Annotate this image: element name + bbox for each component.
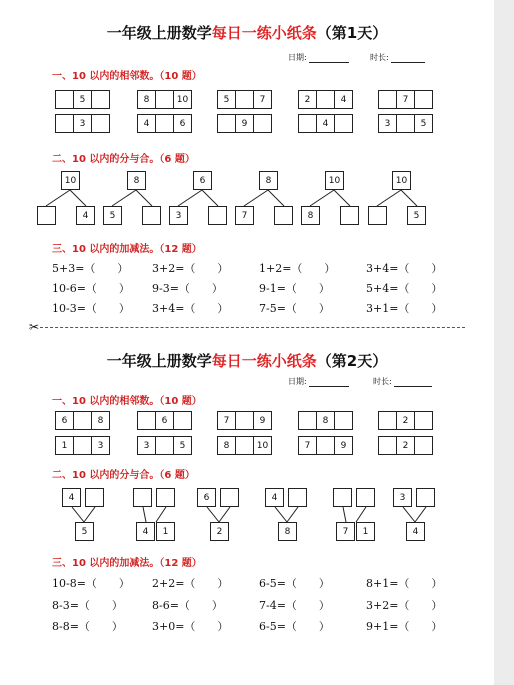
connector-line bbox=[156, 507, 166, 522]
connector-line bbox=[403, 507, 415, 522]
adjacent-cell: 7 bbox=[253, 90, 272, 109]
adjacent-cell[interactable] bbox=[378, 90, 397, 109]
adjacent-cell[interactable] bbox=[298, 114, 317, 133]
adjacent-cell: 10 bbox=[253, 436, 272, 455]
connector-line bbox=[178, 190, 202, 206]
connector-line bbox=[244, 190, 268, 206]
adjacent-cell: 5 bbox=[173, 436, 192, 455]
sheet1-time-field: 时长: bbox=[370, 52, 425, 63]
split-right-box[interactable] bbox=[142, 206, 161, 225]
equation-item[interactable]: 10-8=（ ） bbox=[52, 577, 130, 590]
adjacent-number-group bbox=[378, 411, 433, 430]
adjacent-cell[interactable] bbox=[316, 90, 335, 109]
equation-item[interactable]: 3+4=（ ） bbox=[152, 302, 229, 315]
split-right-box[interactable] bbox=[208, 206, 227, 225]
connector-line bbox=[84, 507, 95, 522]
adjacent-cell[interactable] bbox=[73, 411, 92, 430]
adjacent-number-group bbox=[137, 114, 192, 133]
adjacent-cell[interactable] bbox=[316, 436, 335, 455]
scissors-icon: ✂ bbox=[29, 320, 40, 334]
equation-item[interactable]: 3+2=（ ） bbox=[366, 599, 443, 612]
merge-left-box: 6 bbox=[197, 488, 216, 507]
merge-right-box[interactable] bbox=[416, 488, 435, 507]
merge-total-box: 4 bbox=[406, 522, 425, 541]
adjacent-cell[interactable] bbox=[334, 411, 353, 430]
sheet2-title: 一年级上册数学每日一练小纸条（第2天） bbox=[106, 352, 388, 370]
split-left-box: 8 bbox=[301, 206, 320, 225]
adjacent-cell[interactable] bbox=[73, 436, 92, 455]
adjacent-cell[interactable] bbox=[91, 114, 110, 133]
merge-right-box[interactable] bbox=[85, 488, 104, 507]
adjacent-cell: 4 bbox=[137, 114, 156, 133]
connector-line bbox=[72, 507, 84, 522]
adjacent-cell: 9 bbox=[235, 114, 254, 133]
connector-line bbox=[219, 507, 230, 522]
split-total-box: 10 bbox=[392, 171, 411, 190]
adjacent-cell[interactable] bbox=[155, 436, 174, 455]
adjacent-cell: 3 bbox=[73, 114, 92, 133]
adjacent-number-group bbox=[217, 411, 272, 430]
split-left-box[interactable] bbox=[37, 206, 56, 225]
merge-right-box[interactable] bbox=[156, 488, 175, 507]
split-left-box: 5 bbox=[103, 206, 122, 225]
connector-line bbox=[70, 190, 86, 206]
merge-right-box[interactable] bbox=[356, 488, 375, 507]
adjacent-cell: 5 bbox=[414, 114, 433, 133]
adjacent-cell: 2 bbox=[396, 436, 415, 455]
equation-item[interactable]: 8-3=（ ） bbox=[52, 599, 123, 612]
adjacent-number-group bbox=[298, 114, 353, 133]
adjacent-cell[interactable] bbox=[396, 114, 415, 133]
split-right-box[interactable] bbox=[274, 206, 293, 225]
equation-item[interactable]: 7-5=（ ） bbox=[259, 302, 330, 315]
connector-line bbox=[334, 190, 350, 206]
adjacent-cell[interactable] bbox=[235, 436, 254, 455]
adjacent-cell[interactable] bbox=[173, 411, 192, 430]
adjacent-number-group bbox=[55, 436, 110, 455]
connector-line bbox=[356, 507, 366, 522]
adjacent-cell: 8 bbox=[91, 411, 110, 430]
adjacent-cell[interactable] bbox=[235, 411, 254, 430]
adjacent-cell: 3 bbox=[378, 114, 397, 133]
split-total-box: 8 bbox=[127, 171, 146, 190]
connector-line bbox=[401, 190, 417, 206]
merge-left-box: 4 bbox=[62, 488, 81, 507]
adjacent-number-group bbox=[55, 114, 110, 133]
adjacent-cell: 5 bbox=[217, 90, 236, 109]
equation-item[interactable]: 5+4=（ ） bbox=[366, 282, 443, 295]
adjacent-cell: 4 bbox=[334, 90, 353, 109]
merge-total-box: 7 bbox=[336, 522, 355, 541]
merge-left-box: 3 bbox=[393, 488, 412, 507]
adjacent-cell[interactable] bbox=[378, 436, 397, 455]
adjacent-cell: 3 bbox=[137, 436, 156, 455]
split-total-box: 6 bbox=[193, 171, 212, 190]
adjacent-cell: 9 bbox=[334, 436, 353, 455]
connector-line bbox=[377, 190, 401, 206]
sheet2-date-field: 日期: bbox=[288, 376, 349, 387]
merge-left-box[interactable] bbox=[333, 488, 352, 507]
adjacent-cell[interactable] bbox=[298, 411, 317, 430]
adjacent-cell[interactable] bbox=[378, 411, 397, 430]
adjacent-cell: 6 bbox=[155, 411, 174, 430]
sheet2-section3-heading: 三、10 以内的加减法。（12 题） bbox=[52, 558, 202, 569]
split-left-box[interactable] bbox=[368, 206, 387, 225]
equation-item[interactable]: 9-1=（ ） bbox=[259, 282, 330, 295]
adjacent-cell: 7 bbox=[298, 436, 317, 455]
equation-item[interactable]: 1+2=（ ） bbox=[259, 262, 336, 275]
equation-item[interactable]: 10-6=（ ） bbox=[52, 282, 130, 295]
connector-line bbox=[112, 190, 136, 206]
equation-item[interactable]: 10-3=（ ） bbox=[52, 302, 130, 315]
equation-item[interactable]: 9-3=（ ） bbox=[152, 282, 223, 295]
equation-item[interactable]: 2+2=（ ） bbox=[152, 577, 229, 590]
connector-line bbox=[310, 190, 334, 206]
adjacent-cell[interactable] bbox=[155, 90, 174, 109]
split-total-box: 8 bbox=[259, 171, 278, 190]
merge-extra-box: 1 bbox=[356, 522, 375, 541]
merge-extra-box: 1 bbox=[156, 522, 175, 541]
connector-line bbox=[287, 507, 298, 522]
adjacent-cell: 1 bbox=[55, 436, 74, 455]
adjacent-cell: 2 bbox=[396, 411, 415, 430]
equation-item[interactable]: 3+1=（ ） bbox=[366, 302, 443, 315]
equation-item[interactable]: 3+0=（ ） bbox=[152, 620, 229, 633]
merge-total-box: 4 bbox=[136, 522, 155, 541]
sheet1-section1-heading: 一、10 以内的相邻数。（10 题） bbox=[52, 71, 202, 82]
adjacent-number-group bbox=[298, 90, 353, 109]
adjacent-number-group bbox=[217, 436, 272, 455]
equation-item[interactable]: 9+1=（ ） bbox=[366, 620, 443, 633]
adjacent-number-group bbox=[298, 436, 353, 455]
equation-item[interactable]: 6-5=（ ） bbox=[259, 620, 330, 633]
adjacent-cell[interactable] bbox=[334, 114, 353, 133]
equation-item[interactable]: 6-5=（ ） bbox=[259, 577, 330, 590]
adjacent-cell: 10 bbox=[173, 90, 192, 109]
sheet2-section1-heading: 一、10 以内的相邻数。（10 题） bbox=[52, 396, 202, 407]
adjacent-cell[interactable] bbox=[414, 90, 433, 109]
merge-total-box: 5 bbox=[75, 522, 94, 541]
connector-line bbox=[207, 507, 219, 522]
merge-total-box: 8 bbox=[278, 522, 297, 541]
equation-item[interactable]: 8-8=（ ） bbox=[52, 620, 123, 633]
adjacent-cell[interactable] bbox=[235, 90, 254, 109]
adjacent-number-group bbox=[217, 90, 272, 109]
adjacent-cell[interactable] bbox=[91, 90, 110, 109]
adjacent-cell[interactable] bbox=[253, 114, 272, 133]
connector-line bbox=[143, 507, 146, 522]
sheet1-section2-heading: 二、10 以内的分与合。（6 题） bbox=[52, 154, 195, 165]
split-total-box: 10 bbox=[61, 171, 80, 190]
sheet2-section2-heading: 二、10 以内的分与合。（6 题） bbox=[52, 470, 195, 481]
adjacent-cell[interactable] bbox=[414, 411, 433, 430]
sheet1-date-field: 日期: bbox=[288, 52, 349, 63]
sheet1-title: 一年级上册数学每日一练小纸条（第1天） bbox=[106, 24, 388, 42]
adjacent-number-group bbox=[298, 411, 353, 430]
adjacent-cell: 8 bbox=[316, 411, 335, 430]
adjacent-number-group bbox=[137, 411, 192, 430]
adjacent-cell[interactable] bbox=[414, 436, 433, 455]
connector-line bbox=[343, 507, 346, 522]
equation-item[interactable]: 8-6=（ ） bbox=[152, 599, 223, 612]
adjacent-number-group bbox=[378, 114, 433, 133]
adjacent-number-group bbox=[137, 90, 192, 109]
adjacent-cell[interactable] bbox=[155, 114, 174, 133]
connector-line bbox=[415, 507, 426, 522]
merge-total-box: 2 bbox=[210, 522, 229, 541]
equation-item[interactable]: 8+1=（ ） bbox=[366, 577, 443, 590]
equation-item[interactable]: 7-4=（ ） bbox=[259, 599, 330, 612]
adjacent-cell: 3 bbox=[91, 436, 110, 455]
split-right-box: 4 bbox=[76, 206, 95, 225]
adjacent-number-group bbox=[217, 114, 272, 133]
connector-line bbox=[202, 190, 218, 206]
merge-left-box: 4 bbox=[265, 488, 284, 507]
equation-item[interactable]: 3+2=（ ） bbox=[152, 262, 229, 275]
adjacent-cell: 6 bbox=[173, 114, 192, 133]
adjacent-cell: 8 bbox=[137, 90, 156, 109]
adjacent-cell: 9 bbox=[253, 411, 272, 430]
adjacent-cell: 5 bbox=[73, 90, 92, 109]
adjacent-cell[interactable] bbox=[217, 114, 236, 133]
adjacent-cell: 7 bbox=[217, 411, 236, 430]
equation-item[interactable]: 5+3=（ ） bbox=[52, 262, 129, 275]
adjacent-cell[interactable] bbox=[55, 90, 74, 109]
split-total-box: 10 bbox=[325, 171, 344, 190]
sheet2-time-field: 时长: bbox=[373, 376, 432, 387]
sheet1-section3-heading: 三、10 以内的加减法。（12 题） bbox=[52, 244, 202, 255]
split-left-box: 3 bbox=[169, 206, 188, 225]
adjacent-number-group bbox=[378, 90, 433, 109]
merge-right-box[interactable] bbox=[288, 488, 307, 507]
adjacent-cell: 7 bbox=[396, 90, 415, 109]
adjacent-cell[interactable] bbox=[137, 411, 156, 430]
adjacent-number-group bbox=[137, 436, 192, 455]
connector-line bbox=[136, 190, 152, 206]
adjacent-cell: 8 bbox=[217, 436, 236, 455]
adjacent-cell: 4 bbox=[316, 114, 335, 133]
adjacent-number-group bbox=[55, 411, 110, 430]
split-right-box: 5 bbox=[407, 206, 426, 225]
equation-item[interactable]: 3+4=（ ） bbox=[366, 262, 443, 275]
adjacent-cell: 2 bbox=[298, 90, 317, 109]
connector-line bbox=[275, 507, 287, 522]
connector-line bbox=[268, 190, 284, 206]
merge-left-box[interactable] bbox=[133, 488, 152, 507]
adjacent-number-group bbox=[55, 90, 110, 109]
adjacent-cell: 6 bbox=[55, 411, 74, 430]
connector-line bbox=[46, 190, 70, 206]
split-left-box: 7 bbox=[235, 206, 254, 225]
merge-right-box[interactable] bbox=[220, 488, 239, 507]
adjacent-number-group bbox=[378, 436, 433, 455]
split-right-box[interactable] bbox=[340, 206, 359, 225]
adjacent-cell[interactable] bbox=[55, 114, 74, 133]
